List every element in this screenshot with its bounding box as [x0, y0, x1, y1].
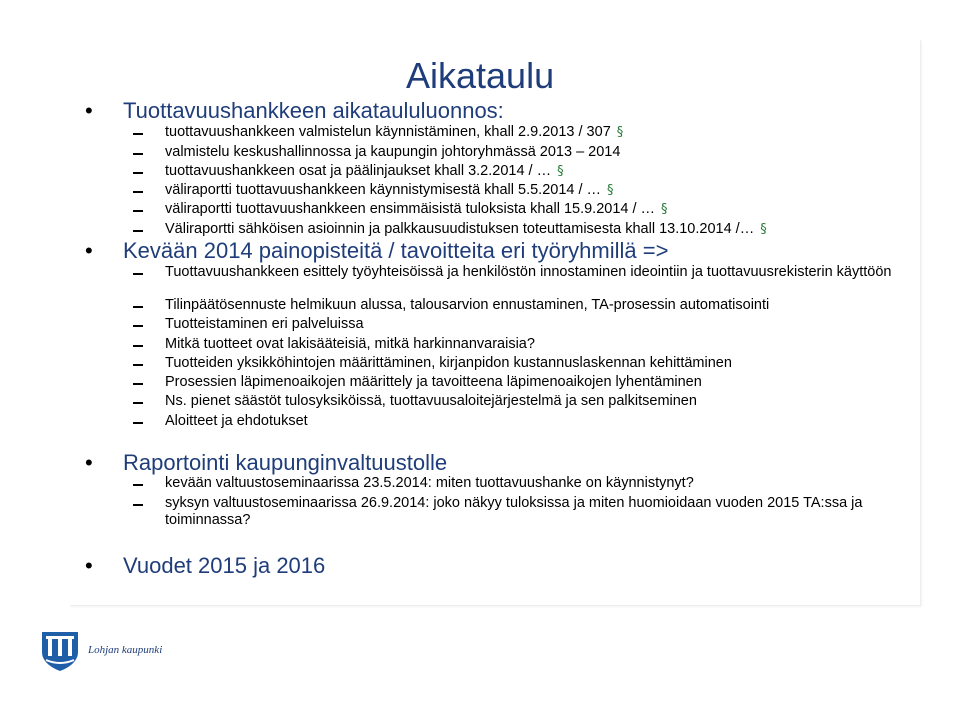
dash-icon [133, 345, 143, 347]
item-text: Tuottavuushankkeen esittely työyhteisöissä ja henkilöstön innostaminen ideointiin ja tuottavuusrekisterin käyttöön [165, 264, 892, 280]
dash-icon [133, 191, 143, 193]
item-text: kevään valtuustoseminaarissa 23.5.2014: miten tuottavuushanke on käynnistynyt? [165, 475, 694, 491]
dash-icon [133, 133, 143, 135]
item-text: Prosessien läpimenoaikojen määrittely ja tavoitteena läpimenoaikojen lyhentäminen [165, 374, 702, 390]
bullet-dot-icon: • [85, 238, 93, 263]
section-heading: Raportointi kaupunginvaltuustolle [123, 450, 448, 475]
item-text: Väliraportti sähköisen asioinnin ja palkkausuudistuksen toteuttamisesta khall 13.10.2014 /… [165, 221, 755, 237]
section-heading: Tuottavuushankkeen aikataululuonnos: [123, 98, 504, 123]
item-text: syksyn valtuustoseminaarissa 26.9.2014: joko näkyy tuloksissa ja miten huomioidaan vuoden 2015 TA:ssa ja toiminnassa? [165, 495, 863, 528]
dash-icon [133, 230, 143, 232]
item-text: Tuotteistaminen eri palveluissa [165, 316, 364, 332]
item-text: Tilinpäätösennuste helmikuun alussa, talousarvion ennustaminen, TA-prosessin automatisointi [165, 297, 770, 313]
dash-icon [133, 504, 143, 506]
section-heading: Kevään 2014 painopisteitä / tavoitteita eri työryhmillä => [123, 238, 669, 263]
dash-icon [133, 402, 143, 404]
city-crest-icon [40, 630, 80, 672]
dash-icon [133, 273, 143, 275]
dash-icon [133, 153, 143, 155]
item-text: Mitkä tuotteet ovat lakisääteisiä, mitkä harkinnanvaraisia? [165, 336, 535, 352]
link-marker-icon: § [607, 183, 614, 198]
section-heading: Vuodet 2015 ja 2016 [123, 553, 326, 578]
dash-icon [133, 210, 143, 212]
dash-icon [133, 383, 143, 385]
item-text: Ns. pienet säästöt tulosyksiköissä, tuottavuusaloitejärjestelmä ja sen palkitseminen [165, 393, 697, 409]
link-marker-icon: § [661, 202, 668, 217]
dash-icon [133, 364, 143, 366]
link-marker-icon: § [557, 164, 564, 179]
dash-icon [133, 306, 143, 308]
bullet-dot-icon: • [85, 450, 93, 475]
item-text: tuottavuushankkeen valmistelun käynnistäminen, khall 2.9.2013 / 307 [165, 124, 611, 140]
item-text: Aloitteet ja ehdotukset [165, 413, 308, 429]
item-text: Tuotteiden yksikköhintojen määrittäminen, kirjanpidon kustannuslaskennan kehittäminen [165, 355, 732, 371]
item-text: väliraportti tuottavuushankkeen ensimmäisistä tuloksista khall 15.9.2014 / … [165, 201, 656, 217]
item-text: valmistelu keskushallinnossa ja kaupungin johtoryhmässä 2013 – 2014 [165, 144, 621, 160]
slide-title: Aikataulu [406, 55, 555, 96]
dash-icon [133, 422, 143, 424]
link-marker-icon: § [616, 125, 624, 140]
bullet-dot-icon: • [85, 553, 93, 578]
dash-icon [133, 325, 143, 327]
link-marker-icon: § [760, 222, 767, 237]
dash-icon [133, 172, 143, 174]
logo-text: Lohjan kaupunki [88, 644, 163, 656]
dash-icon [133, 484, 143, 486]
bullet-dot-icon: • [85, 98, 93, 123]
item-text: väliraportti tuottavuushankkeen käynnistymisestä khall 5.5.2014 / … [165, 182, 602, 198]
item-text: tuottavuushankkeen osat ja päälinjaukset khall 3.2.2014 / … [165, 163, 552, 179]
